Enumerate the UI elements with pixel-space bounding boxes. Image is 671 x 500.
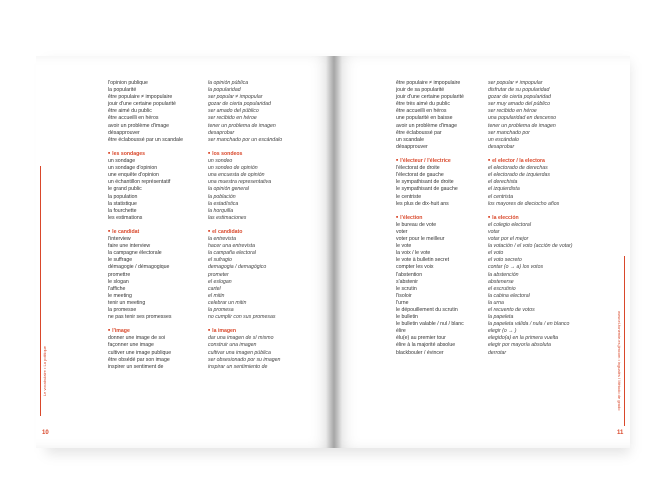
- vocab-entry: jouir d'une certaine popularité: [108, 101, 176, 108]
- vocab-entry: les estimations: [108, 214, 143, 221]
- vocab-entry: la campagne électorale: [108, 250, 162, 257]
- vocab-entry: ser obsesionado por su imagen: [208, 356, 281, 363]
- vocab-entry: [396, 151, 464, 158]
- vocab-entry: cultiver une image publique: [108, 349, 172, 356]
- vocab-entry: elegir por mayoría absoluta: [488, 342, 551, 349]
- vocab-entry: ser recibido en héroe: [488, 108, 537, 115]
- vocab-entry: jouir de sa popularité: [396, 87, 445, 94]
- section-heading: ■ la imagen: [208, 328, 282, 335]
- vocab-entry: votar por el mejor: [488, 236, 529, 243]
- vocab-entry: un escándalo: [488, 136, 519, 143]
- vocab-entry: être très aimé du public: [396, 101, 450, 108]
- right-french-column: [396, 80, 464, 357]
- vocab-entry: les plus de dix-huit ans: [396, 200, 449, 207]
- vocab-entry: el colegio electoral: [488, 221, 531, 228]
- vocab-entry: l'abstention: [396, 271, 423, 278]
- vocab-entry: promettre: [108, 271, 131, 278]
- left-margin-rule: [40, 166, 41, 416]
- vocab-entry: dar una imagen de sí mismo: [208, 335, 274, 342]
- vocab-entry: ser muy amado del público: [488, 101, 550, 108]
- vocab-entry: la cabina electoral: [488, 292, 530, 299]
- vocab-entry: l'urne: [396, 299, 409, 306]
- vocab-entry: désapprouver: [396, 143, 428, 150]
- vocab-entry: un sondage d'opinion: [108, 165, 158, 172]
- vocab-entry: être populaire ≠ impopulaire: [108, 94, 173, 101]
- vocab-entry: le bulletin valable / nul / blanc: [396, 321, 464, 328]
- vocab-entry: el centrista: [488, 193, 514, 200]
- vocab-entry: elegido(a) en la primera vuelta: [488, 335, 559, 342]
- vocab-entry: la urna: [488, 299, 504, 306]
- vocab-entry: gozar de cierta popularidad: [208, 101, 271, 108]
- vocab-entry: [208, 321, 282, 328]
- right-side-label: www.el-fonemie.es.jimcom • ingualés / Método de grado: [617, 311, 622, 411]
- vocab-entry: le meeting: [108, 292, 132, 299]
- vocab-entry: la papeleta: [488, 314, 514, 321]
- vocab-entry: una popularidad en descenso: [488, 115, 557, 122]
- vocab-entry: le sympathisant de gauche: [396, 186, 458, 193]
- vocab-entry: [108, 321, 183, 328]
- vocab-entry: el eslogan: [208, 278, 232, 285]
- vocab-entry: être éclaboussé par: [396, 129, 442, 136]
- vocab-entry: être accueilli en héros: [396, 108, 447, 115]
- vocab-entry: la entrevista: [208, 236, 236, 243]
- left-page: [36, 56, 334, 448]
- vocab-entry: desaprobar: [488, 143, 515, 150]
- vocab-entry: ne pas tenir ses promesses: [108, 314, 172, 321]
- vocab-entry: el sufragio: [208, 257, 232, 264]
- vocab-entry: el mitin: [208, 292, 225, 299]
- vocab-entry: contar (o → a) los votos: [488, 264, 544, 271]
- vocab-entry: façonner une image: [108, 342, 154, 349]
- vocab-entry: blackbouler / évincer: [396, 349, 444, 356]
- vocab-entry: [488, 208, 572, 215]
- section-heading: ■ l'élection: [396, 215, 464, 222]
- vocab-entry: le grand public: [108, 186, 142, 193]
- vocab-entry: avoir un problème d'image: [108, 122, 169, 129]
- vocab-entry: être éclaboussé par un scandale: [108, 136, 183, 143]
- vocab-entry: una muestra representativa: [208, 179, 272, 186]
- vocab-entry: el recuento de votos: [488, 307, 535, 313]
- vocab-entry: l'affiche: [108, 285, 126, 292]
- section-heading: ■ el elector / la electora: [488, 158, 572, 165]
- vocab-entry: tener un problema de imagen: [208, 122, 276, 129]
- vocab-entry: faire une interview: [108, 243, 151, 250]
- vocab-entry: la campaña electoral: [208, 250, 256, 257]
- vocab-entry: le vote à bulletin secret: [396, 257, 450, 264]
- vocab-entry: una encuesta de opinión: [208, 172, 265, 179]
- vocab-entry: el izquierdista: [488, 186, 520, 193]
- vocab-entry: le bulletin: [396, 314, 418, 321]
- vocab-entry: le centriste: [396, 193, 422, 200]
- vocab-entry: inspirer un sentiment de: [108, 363, 164, 370]
- right-page-number: 11: [617, 430, 624, 436]
- right-spanish-column: [488, 80, 572, 357]
- vocab-entry: désapprouver: [108, 129, 140, 136]
- vocab-entry: la promesse: [108, 307, 137, 313]
- vocab-entry: [108, 222, 183, 229]
- vocab-entry: construir una imagen: [208, 342, 257, 349]
- section-heading: ■ los sondeos: [208, 151, 282, 158]
- vocab-entry: la promesa: [208, 307, 234, 313]
- vocab-entry: avoir un problème d'image: [396, 122, 457, 129]
- section-heading: ■ le candidat: [108, 229, 183, 236]
- vocab-entry: la estadística: [208, 200, 239, 207]
- book-gutter: [326, 56, 342, 448]
- vocab-entry: un sondeo de opinión: [208, 165, 258, 172]
- vocab-entry: le bureau de vote: [396, 221, 437, 228]
- vocab-entry: élire à la majorité absolue: [396, 342, 456, 349]
- vocab-entry: [396, 208, 464, 215]
- vocab-entry: être populaire ≠ impopulaire: [396, 80, 461, 86]
- vocab-entry: el electorado de izquierdas: [488, 172, 551, 179]
- left-side-label: Le vocabulaire • La politique: [42, 346, 47, 397]
- vocab-entry: un sondage: [108, 158, 136, 165]
- vocab-entry: [488, 151, 572, 158]
- vocab-entry: el voto: [488, 250, 504, 257]
- vocab-entry: l'interview: [108, 236, 131, 243]
- vocab-entry: élu(e) au premier tour: [396, 335, 446, 342]
- vocab-entry: la statistique: [108, 200, 137, 207]
- vocab-entry: la opinión general: [208, 186, 249, 193]
- vocab-entry: un échantillon représentatif: [108, 179, 171, 186]
- vocab-entry: voter: [396, 228, 408, 235]
- vocab-entry: disfrutar de su popularidad: [488, 87, 550, 94]
- vocab-entry: inspirar un sentimiento de: [208, 363, 268, 370]
- vocab-entry: l'électorat de droite: [396, 165, 440, 172]
- vocab-entry: être accueilli en héros: [108, 115, 159, 122]
- vocab-entry: abstenerse: [488, 278, 514, 285]
- vocab-entry: la votación / el voto (acción de votar): [488, 243, 573, 250]
- vocab-entry: la papeleta válida / nula / en blanco: [488, 321, 570, 328]
- vocab-entry: la horquilla: [208, 207, 234, 214]
- vocab-entry: la población: [208, 193, 236, 200]
- vocab-entry: elegir (o → ): [488, 328, 517, 335]
- vocab-entry: ser manchado por un escándalo: [208, 136, 283, 143]
- vocab-entry: le slogan: [108, 278, 129, 285]
- vocab-entry: une enquête d'opinion: [108, 172, 159, 179]
- vocab-entry: desaprobar: [208, 129, 235, 136]
- vocab-entry: hacer una entrevista: [208, 243, 256, 250]
- vocab-entry: derrotar: [488, 349, 507, 356]
- vocab-entry: la population: [108, 193, 138, 200]
- section-heading: ■ la elección: [488, 215, 572, 222]
- vocab-entry: cultivar una imagen pública: [208, 349, 271, 356]
- vocab-entry: la fourchette: [108, 207, 137, 214]
- vocab-entry: l'électorat de gauche: [396, 172, 444, 179]
- vocab-entry: ser recibido en héroe: [208, 115, 257, 122]
- vocab-entry: el voto secreto: [488, 257, 522, 264]
- left-spanish-column: [208, 80, 282, 371]
- section-heading: ■ el candidato: [208, 229, 282, 236]
- vocab-entry: el electorado de derechas: [488, 165, 548, 172]
- vocab-entry: ser manchado por: [488, 129, 530, 136]
- vocab-entry: une popularité en baisse: [396, 115, 453, 122]
- vocab-entry: la popularité: [108, 87, 137, 94]
- vocab-entry: voter pour le meilleur: [396, 236, 445, 243]
- vocab-entry: ser amado del público: [208, 108, 259, 115]
- vocab-entry: las estimaciones: [208, 214, 247, 221]
- vocab-entry: el escrutinio: [488, 285, 516, 292]
- vocab-entry: la abstención: [488, 271, 519, 278]
- vocab-entry: celebrar un mitin: [208, 299, 247, 306]
- vocab-entry: demagogia / demagógico: [208, 264, 267, 271]
- vocab-entry: ser popular ≠ impopular: [488, 80, 543, 86]
- vocab-entry: le vote: [396, 243, 412, 250]
- vocab-entry: jouir d'une certaine popularité: [396, 94, 464, 101]
- vocab-entry: s'abstenir: [396, 278, 419, 285]
- right-margin-rule: [624, 256, 625, 426]
- right-page: [334, 56, 630, 448]
- left-page-number: 10: [42, 430, 49, 436]
- vocab-entry: donner une image de soi: [108, 335, 166, 342]
- section-heading: ■ l'électeur / l'électrice: [396, 158, 464, 165]
- vocab-entry: votar: [488, 228, 500, 235]
- vocab-entry: [208, 144, 282, 151]
- vocab-entry: le scrutin: [396, 285, 417, 292]
- vocab-entry: gozar de cierta popularidad: [488, 94, 551, 101]
- vocab-entry: ser popular ≠ impopular: [208, 94, 263, 101]
- left-french-column: [108, 80, 183, 371]
- vocab-entry: démagogie / démagogique: [108, 264, 170, 271]
- section-heading: ■ l'image: [108, 328, 183, 335]
- vocab-entry: [108, 144, 183, 151]
- vocab-entry: le dépouillement du scrutin: [396, 307, 458, 313]
- vocab-entry: [208, 222, 282, 229]
- vocab-entry: être aimé du public: [108, 108, 152, 115]
- vocab-entry: cartel: [208, 285, 221, 292]
- vocab-entry: être obsédé par son image: [108, 356, 170, 363]
- section-heading: ■ les sondages: [108, 151, 183, 158]
- vocab-entry: la popularidad: [208, 87, 241, 94]
- vocab-entry: le sympathisant de droite: [396, 179, 454, 186]
- vocab-entry: la voix / le vote: [396, 250, 431, 257]
- vocab-entry: los mayores de dieciocho años: [488, 200, 560, 207]
- vocab-entry: no cumplir con sus promesas: [208, 314, 276, 321]
- vocab-entry: l'opinion publique: [108, 80, 148, 86]
- vocab-entry: compter les voix: [396, 264, 434, 271]
- vocab-entry: el derechista: [488, 179, 518, 186]
- vocab-entry: prometer: [208, 271, 229, 278]
- vocab-entry: le suffrage: [108, 257, 133, 264]
- vocab-entry: la opinión pública: [208, 80, 249, 86]
- vocab-entry: élire: [396, 328, 406, 335]
- vocab-entry: un sondeo: [208, 158, 233, 165]
- vocab-entry: tener un problema de imagen: [488, 122, 556, 129]
- vocab-entry: tenir un meeting: [108, 299, 146, 306]
- vocab-entry: un scandale: [396, 136, 424, 143]
- vocab-entry: l'isoloir: [396, 292, 412, 299]
